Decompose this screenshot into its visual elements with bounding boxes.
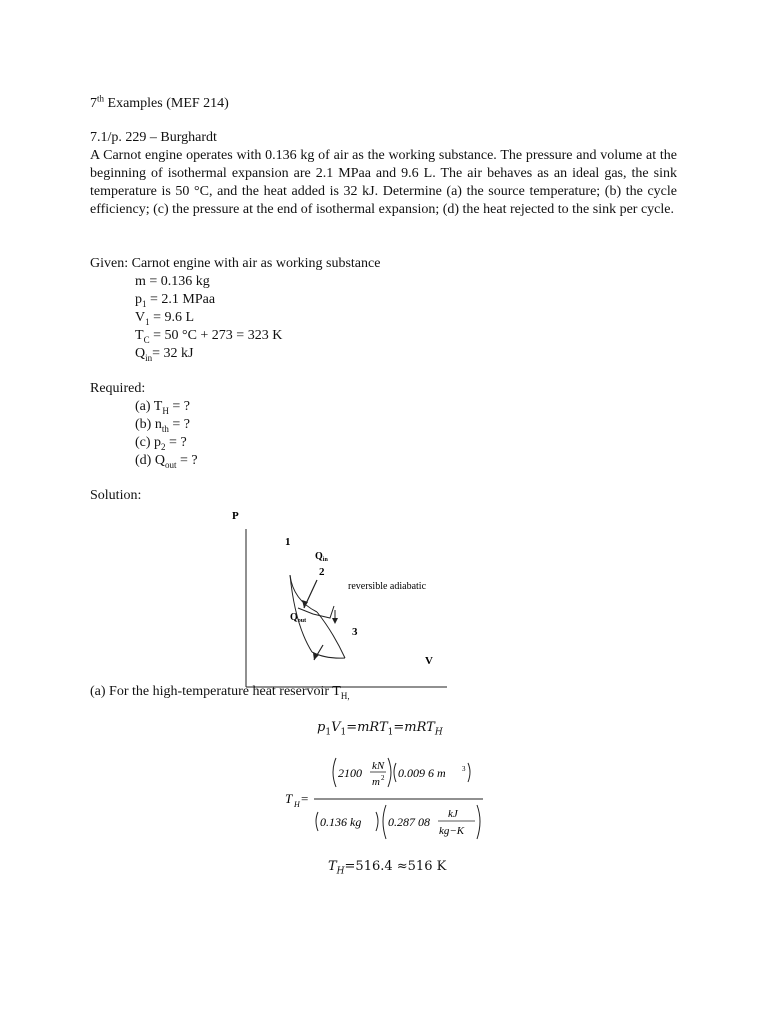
given-label: Given: Carnot engine with air as working substance [90,256,381,271]
expansion-arrowhead [332,618,338,624]
den-kgk: kg−K [439,825,465,837]
qout-label: $Q_{out}$ [290,612,307,624]
required-a: (a) $T_H$ = ? [135,399,190,416]
den-mass: 0.136 kg [320,815,362,829]
given-mass: m = 0.136 kg [135,274,210,289]
adiabatic-label: reversible adiabatic [348,581,427,592]
equation-result: $T_H=516.4 \approx 516$ K [328,859,447,877]
given-pressure: $p_1 = 2.1$ MPaa [135,292,216,309]
lhs-sub: H [294,800,300,809]
state-1-label: 1 [285,536,291,548]
lhs-eq: = [301,791,309,806]
qin-label: $Q_{in}$ [315,551,328,563]
equation-ideal-gas: $p_1V_1=mRT_1=mRT_H$ [317,720,443,738]
required-c: (c) $p_2$ = ? [135,435,187,452]
problem-reference: 7.1/p. 229 – Burghardt [90,130,217,145]
num-m: m [372,776,380,788]
document-title: 7th Examples (MEF 214) [90,93,229,111]
given-heat-added: $Q_{in}= 32$ kJ [135,346,194,363]
v-axis-label: V [425,655,433,667]
num-vol-exp: 3 [462,765,466,773]
den-r: 0.287 08 [388,815,430,829]
required-label: Required: [90,381,146,396]
num-kn: kN [372,760,385,772]
state-2-label: 2 [319,566,325,578]
num-vol: 0.009 6 m [398,766,446,780]
isotherm-high-curve [290,575,317,612]
lhs-t: T [285,791,293,806]
equation-source-temperature [280,755,490,845]
required-d: (d) $Q_{out}$ = ? [135,453,198,470]
problem-statement: A Carnot engine operates with 0.136 kg of air as the working substance. The pressure and volume at the beginning of isothermal expansion are 2.1 MPaa and 9.6 L. The air behaves as an ideal gas, the sink temperature is 50 °C, and the heat added is 32 kJ. Determine (a) the source temperature; (b) the cycle efficiency; (c) the pressure at the end of isothermal expansion; (d) the heat rejected to the sink per cycle. [90,148,677,217]
given-sink-temperature: $T_C = 50$ °C + 273 = 323 K [135,328,283,345]
solution-label: Solution: [90,488,142,503]
num-m-exp: 2 [381,774,385,782]
state-3-label: 3 [352,626,358,638]
num-paren-close-1 [388,758,391,787]
pv-diagram [225,500,460,695]
required-b: (b) $n_{th}$ = ? [135,417,190,434]
given-volume: $V_1 = 9.6$ L [135,310,195,327]
p-axis-label: P [232,510,239,522]
num-paren-open-1 [333,758,336,787]
den-kj: kJ [448,808,458,820]
adiabatic-expansion-curve [317,612,345,658]
num-value: 2100 [338,766,362,780]
part-a-text: (a) For the high-temperature heat reservoir $T_{H,}$ [90,684,350,701]
